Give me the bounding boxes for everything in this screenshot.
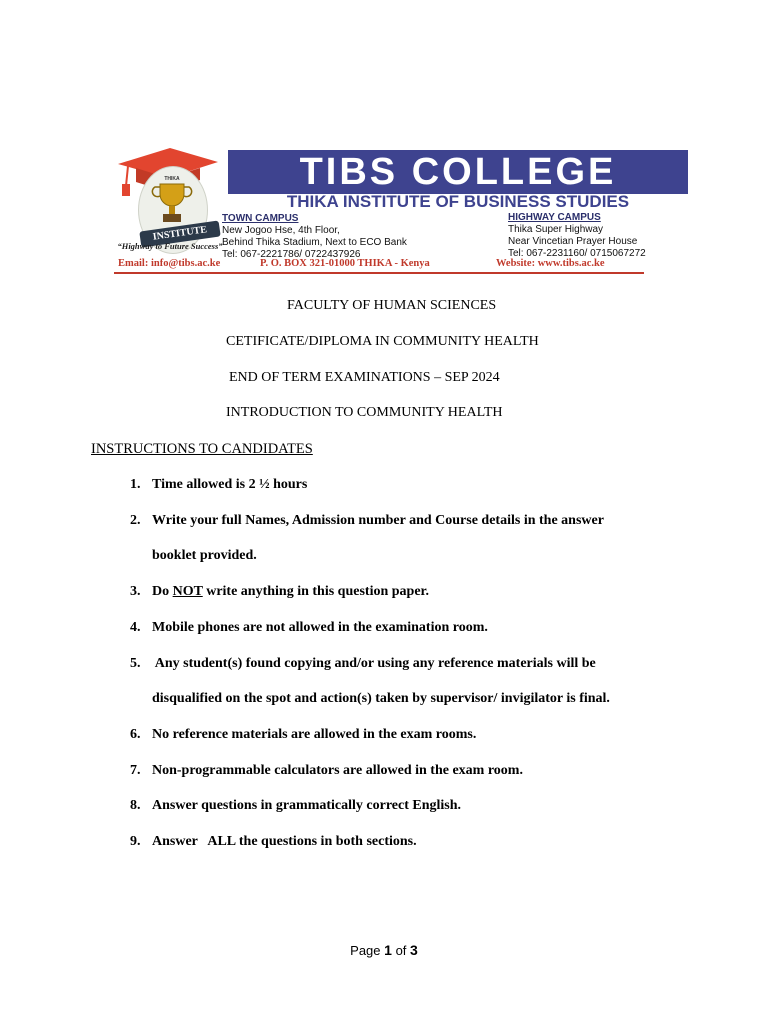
- college-name-band: [228, 150, 688, 194]
- list-item-text: Non-programmable calculators are allowed in the exam room.: [152, 763, 523, 778]
- letterhead-banner: [114, 146, 688, 278]
- list-item-number: 3.: [130, 584, 141, 599]
- college-website: Website: www.tibs.ac.ke: [496, 258, 605, 269]
- letterhead-rule: [114, 272, 644, 274]
- page-label: Page: [350, 943, 381, 958]
- list-item-number: 6.: [130, 727, 141, 742]
- highway-campus-phone: Tel: 067-2231160/ 0715067272: [508, 248, 646, 259]
- list-item-number: 1.: [130, 477, 141, 492]
- list-item-number: 9.: [130, 834, 141, 849]
- list-item-number: 2.: [130, 513, 141, 528]
- list-item-number: 7.: [130, 763, 141, 778]
- town-campus-line: Behind Thika Stadium, Next to ECO Bank: [222, 237, 407, 248]
- town-campus-line: New Jogoo Hse, 4th Floor,: [222, 225, 340, 236]
- list-item-text: Answer ALL the questions in both sections.: [152, 834, 417, 849]
- of-label: of: [395, 943, 407, 958]
- programme-heading: CETIFICATE/DIPLOMA IN COMMUNITY HEALTH: [226, 334, 539, 349]
- list-item-text: [152, 584, 429, 600]
- town-campus-heading: TOWN CAMPUS: [222, 213, 299, 224]
- list-item-number: 8.: [130, 798, 141, 813]
- total-pages-number: 3: [410, 942, 418, 958]
- list-item-text: Mobile phones are not allowed in the examination room.: [152, 620, 488, 635]
- list-item-text: disqualified on the spot and action(s) taken by supervisor/ invigilator is final.: [152, 691, 610, 706]
- highway-campus-line: Near Vincetian Prayer House: [508, 236, 638, 247]
- list-item-text: Time allowed is 2 ½ hours: [152, 477, 308, 492]
- emphasis-not: NOT: [172, 584, 203, 599]
- college-tagline: “Highway to Future Success”: [117, 241, 223, 251]
- list-item-text-pre: Do: [152, 584, 173, 599]
- unit-heading: INTRODUCTION TO COMMUNITY HEALTH: [226, 405, 503, 420]
- list-item-number: 4.: [130, 620, 141, 635]
- list-item-text: Write your full Names, Admission number and Course details in the answer: [152, 513, 604, 528]
- college-name: TIBS COLLEGE: [299, 151, 617, 193]
- highway-campus-block: [508, 212, 646, 260]
- college-po-box: P. O. BOX 321-01000 THIKA - Kenya: [260, 258, 430, 269]
- current-page-number: 1: [384, 942, 392, 958]
- highway-campus-line: Thika Super Highway: [508, 224, 604, 235]
- list-item-text-post: write anything in this question paper.: [202, 584, 429, 599]
- logo-ribbon: INSTITUTE: [139, 221, 220, 248]
- town-campus-phone: Tel: 067-2221786/ 0722437926: [222, 249, 361, 260]
- exam-heading: END OF TERM EXAMINATIONS – SEP 2024: [229, 370, 500, 385]
- logo-inner-text: THIKA: [164, 176, 180, 182]
- list-item-number: 5.: [130, 656, 141, 671]
- list-item-text: booklet provided.: [152, 548, 257, 563]
- faculty-heading: FACULTY OF HUMAN SCIENCES: [287, 298, 497, 313]
- college-subtitle: THIKA INSTITUTE OF BUSINESS STUDIES: [286, 192, 630, 211]
- town-campus-block: [222, 213, 407, 261]
- list-item-text: No reference materials are allowed in the exam rooms.: [152, 727, 477, 742]
- highway-campus-heading: HIGHWAY CAMPUS: [508, 212, 601, 223]
- college-email: Email: info@tibs.ac.ke: [118, 258, 221, 269]
- page-number-footer: [0, 942, 768, 958]
- list-item-text: Any student(s) found copying and/or using any reference materials will be: [152, 656, 596, 671]
- instructions-title: INSTRUCTIONS TO CANDIDATES: [91, 441, 313, 457]
- list-item-text: Answer questions in grammatically correct English.: [152, 798, 462, 813]
